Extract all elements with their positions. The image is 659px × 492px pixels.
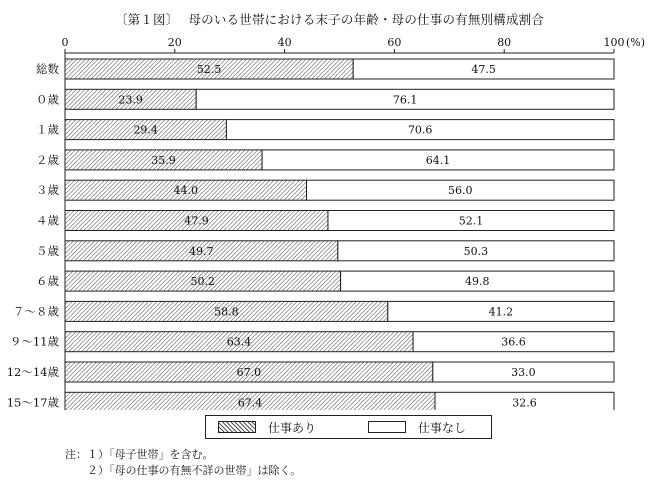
data-label-working: 44.0	[173, 184, 199, 198]
category-label: ４歳	[36, 213, 59, 228]
legend-swatch-not-working	[368, 421, 406, 433]
data-label-not-working: 33.0	[511, 366, 536, 379]
legend-item-not-working	[368, 420, 466, 434]
x-tick-label: 80	[497, 36, 512, 49]
legend-label-working: 仕事あり	[268, 420, 317, 435]
x-tick-label: 60	[387, 36, 402, 49]
category-label: ２歳	[36, 152, 59, 167]
data-label-working: 23.9	[118, 93, 143, 107]
x-tick-label: 0	[61, 36, 69, 49]
x-tick-label: 20	[167, 36, 182, 49]
note-2: ２）「母の仕事の有無不詳の世帯」は除く。	[87, 464, 302, 477]
data-label-working: 67.4	[237, 396, 263, 410]
data-label-working: 58.8	[214, 305, 239, 319]
legend	[205, 415, 492, 439]
category-label: ０歳	[36, 92, 59, 107]
data-label-not-working: 52.1	[458, 214, 484, 228]
category-label: ７～８歳	[13, 304, 59, 319]
x-tick-label: 100	[603, 36, 625, 49]
figure-label: 〔第１図〕	[114, 12, 179, 27]
legend-label-not-working: 仕事なし	[418, 420, 467, 435]
category-label: １歳	[36, 122, 59, 137]
category-label: ５歳	[36, 243, 59, 258]
data-label-not-working: 64.1	[425, 153, 451, 167]
data-label-not-working: 36.6	[501, 335, 526, 349]
legend-item-working	[218, 420, 316, 434]
data-label-working: 63.4	[226, 335, 252, 349]
x-tick-label: 40	[277, 36, 292, 49]
note-1: 注：１）「母子世帯」を含む。	[65, 448, 214, 461]
data-label-not-working: 76.1	[392, 93, 418, 107]
data-label-working: 49.7	[189, 244, 214, 258]
data-label-not-working: 32.6	[512, 396, 537, 410]
data-label-working: 29.4	[133, 123, 158, 137]
data-label-not-working: 41.2	[488, 305, 514, 319]
data-label-not-working: 50.3	[463, 244, 489, 258]
category-label: 総数	[36, 62, 59, 76]
category-label: ６歳	[36, 274, 59, 289]
notes	[65, 447, 301, 479]
data-label-working: 50.2	[190, 275, 216, 289]
data-label-working: 67.0	[236, 366, 262, 379]
data-label-not-working: 47.5	[471, 63, 496, 76]
category-label: 12～14歳	[6, 365, 59, 379]
category-label: 15～17歳	[6, 395, 59, 410]
x-axis-unit: (%)	[626, 36, 646, 49]
data-label-not-working: 70.6	[407, 123, 433, 137]
data-label-working: 47.9	[184, 214, 209, 228]
category-label: ９～11歳	[9, 334, 59, 349]
legend-swatch-working	[218, 421, 256, 433]
data-label-not-working: 56.0	[448, 184, 473, 198]
title-text: 母のいる世帯における末子の年齢・母の仕事の有無別構成割合	[188, 12, 545, 27]
data-label-not-working: 49.8	[465, 275, 490, 289]
data-label-working: 52.5	[196, 63, 222, 76]
data-label-working: 35.9	[151, 153, 176, 167]
category-label: ３歳	[36, 183, 59, 198]
